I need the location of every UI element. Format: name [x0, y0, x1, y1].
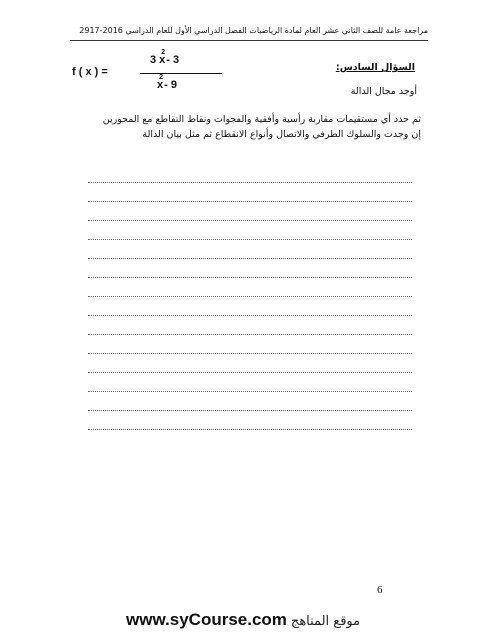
- answer-line: [88, 182, 412, 183]
- footer: [126, 610, 360, 630]
- answer-line: [88, 296, 412, 297]
- header-rule: [70, 40, 428, 41]
- page-header: مراجعة عامة للصف الثاني عشر العام لمادة الرياضيات الفصل الدراسي الأول للعام الدراسي 2016-2917: [79, 26, 428, 35]
- denominator-exponent: 2: [159, 74, 164, 81]
- answer-line: [88, 277, 412, 278]
- footer-site: www.syCourse.com: [126, 610, 287, 629]
- page-number: 6: [377, 584, 383, 596]
- answer-line: [88, 372, 412, 373]
- footer-arabic: موقع المناهج: [290, 614, 361, 629]
- answer-line: [88, 201, 412, 202]
- numerator-term: 3 x: [150, 54, 166, 66]
- answer-line: [88, 410, 412, 411]
- answer-line: [88, 353, 412, 354]
- answer-line: [88, 239, 412, 240]
- function-numerator: [150, 49, 180, 66]
- answer-line: [88, 258, 412, 259]
- answer-line: [88, 315, 412, 316]
- denominator-rest: - 9: [164, 79, 177, 91]
- answer-line: [88, 334, 412, 335]
- domain-prompt: أوجد مجال الدالة: [350, 86, 417, 97]
- denominator-term: x: [157, 79, 164, 91]
- function-denominator: [157, 74, 177, 91]
- numerator-rest: - 3: [166, 54, 180, 66]
- function-label: f ( x ) =: [72, 66, 108, 78]
- instruction-line-2: إن وجدت والسلوك الطرفي والاتصال وأنواع الانقطاع ثم مثل بيان الدالة: [142, 129, 421, 140]
- answer-line: [88, 391, 412, 392]
- answer-line: [88, 429, 412, 430]
- numerator-exponent: 2: [161, 49, 166, 56]
- answer-line: [88, 220, 412, 221]
- question-instructions: [61, 112, 421, 142]
- question-title: السؤال السادس:: [335, 62, 415, 73]
- fraction-bar: [140, 73, 222, 74]
- instruction-line-1: ثم حدد أي مستقيمات مقاربة رأسية وأفقية والفجوات ونقاط التقاطع مع المحورين: [102, 114, 421, 125]
